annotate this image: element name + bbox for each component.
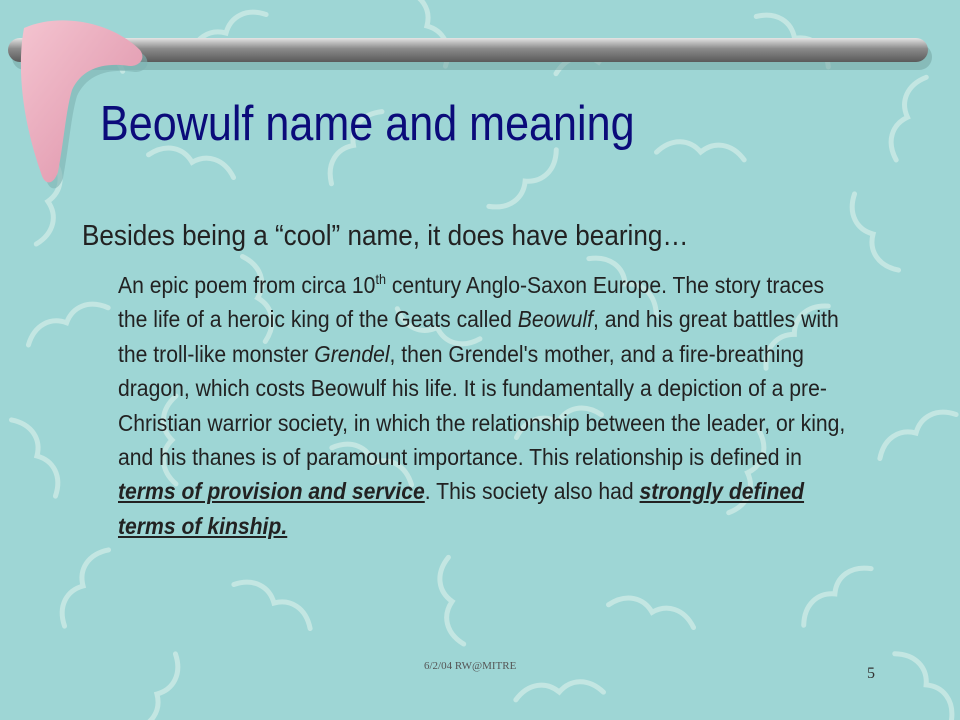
body-text: , and his great battles with the troll-like monster <box>118 306 839 367</box>
body-text: An epic poem from circa 10 <box>118 272 376 298</box>
name-grendel: Grendel <box>314 340 390 367</box>
body-text: . This society also had <box>424 478 640 505</box>
slide-title: Beowulf name and meaning <box>100 97 635 151</box>
body-text: , then Grendel's mother, and a fire-breathing dragon, which costs Beowulf his life. It is fundamentally a depiction of a pre-Christian warrior society, in which the relationship between the leader, or king, and his thanes is of paramount importance. This relationship is defined in <box>118 340 846 471</box>
emphasis-provision-service: terms of provision and service <box>118 478 425 505</box>
name-beowulf: Beowulf <box>517 306 593 333</box>
body-paragraph <box>118 268 847 543</box>
bullet-text: Besides being a “cool” name, it does have bearing… <box>82 220 689 252</box>
body-text: century Anglo-Saxon Europe. The story traces the life of a heroic king of the Geats called <box>118 272 825 333</box>
emphasis-kinship: strongly defined terms of kinship. <box>118 478 805 539</box>
ordinal-suffix: th <box>375 271 386 287</box>
footer-text: 6/2/04 RW@MITRE <box>424 660 517 672</box>
page-number: 5 <box>867 665 875 682</box>
